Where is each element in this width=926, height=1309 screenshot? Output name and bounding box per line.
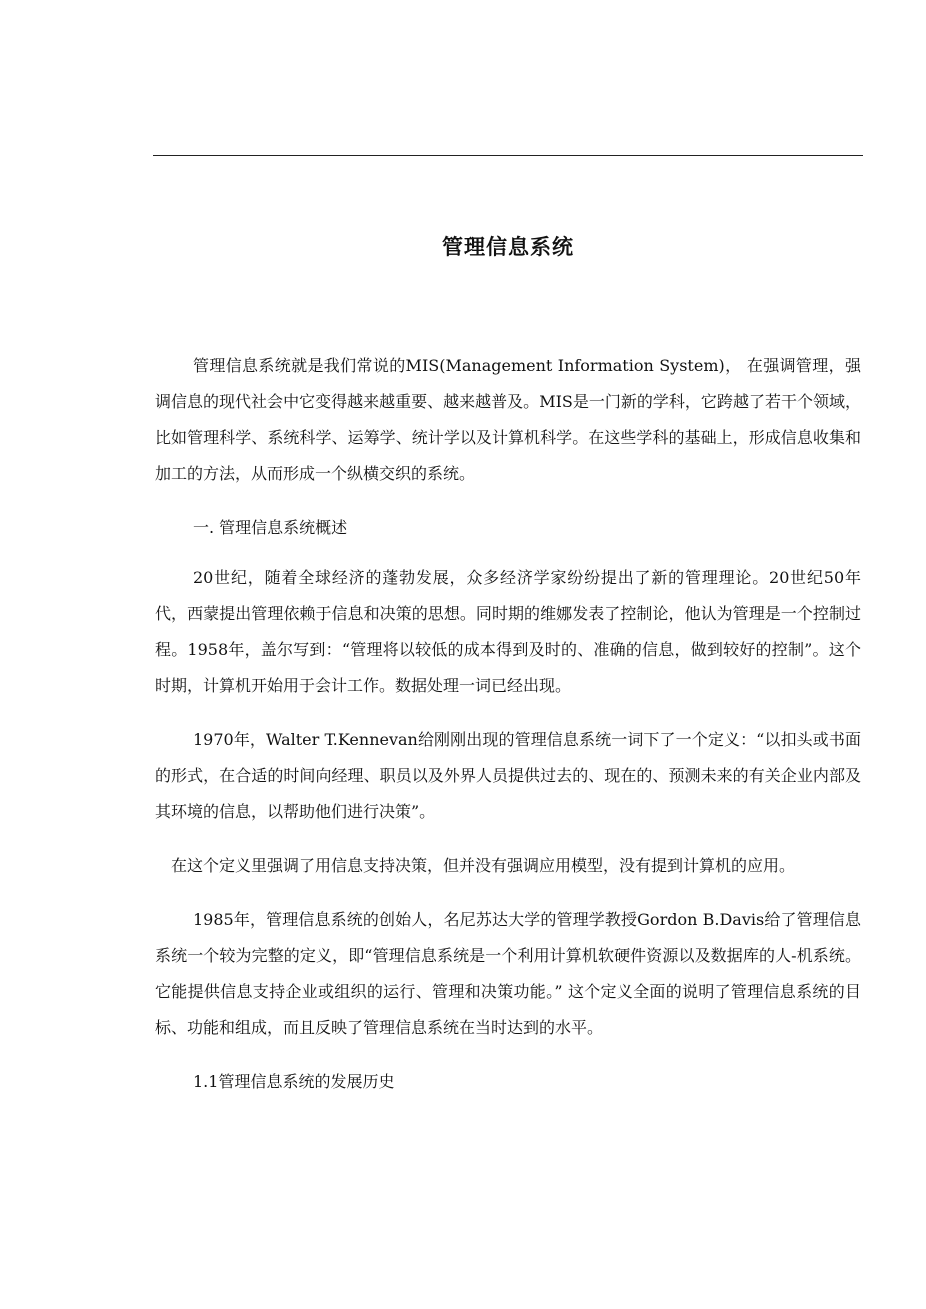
paragraph-history-1: 20世纪，随着全球经济的蓬勃发展，众多经济学家纷纷提出了新的管理理论。20世纪50年代，西蒙提出管理依赖于信息和决策的思想。同时期的维娜发表了控制论，他认为管理是一个控制过程。1958年，盖尔写到：“管理将以较低的成本得到及时的、准确的信息，做到较好的控制”。这个时期，计算机开始用于会计工作。数据处理一词已经出现。 (155, 568, 861, 695)
paragraph-history-3: 在这个定义里强调了用信息支持决策，但并没有强调应用模型，没有提到计算机的应用。 (171, 856, 796, 875)
paragraph-intro: 管理信息系统就是我们常说的MIS(Management Information System)， 在强调管理，强调信息的现代社会中它变得越来越重要、越来越普及。MIS是一门新的学科，它跨越了若干个领域，比如管理科学、系统科学、运筹学、统计学以及计算机科学。在这些学科的基础上，形成信息收集和加工的方法，从而形成一个纵横交织的系统。 (155, 356, 861, 483)
paragraph-history-2: 1970年，Walter T.Kennevan给刚刚出现的管理信息系统一词下了一个定义：“以扣头或书面的形式，在合适的时间向经理、职员以及外界人员提供过去的、现在的、预测未来的有关企业内部及其环境的信息，以帮助他们进行决策”。 (155, 730, 861, 821)
section-heading-history: 1.1管理信息系统的发展历史 (193, 1072, 395, 1091)
document-body (155, 348, 861, 1114)
document-title: 管理信息系统 (442, 235, 574, 259)
header-rule (153, 155, 863, 156)
section-heading-overview: 一. 管理信息系统概述 (193, 518, 348, 537)
paragraph-history-4: 1985年，管理信息系统的创始人，名尼苏达大学的管理学教授Gordon B.Davis给了管理信息系统一个较为完整的定义，即“管理信息系统是一个利用计算机软硬件资源以及数据库的人-机系统。它能提供信息支持企业或组织的运行、管理和决策功能。” 这个定义全面的说明了管理信息系统的目标、功能和组成，而且反映了管理信息系统在当时达到的水平。 (155, 910, 861, 1037)
